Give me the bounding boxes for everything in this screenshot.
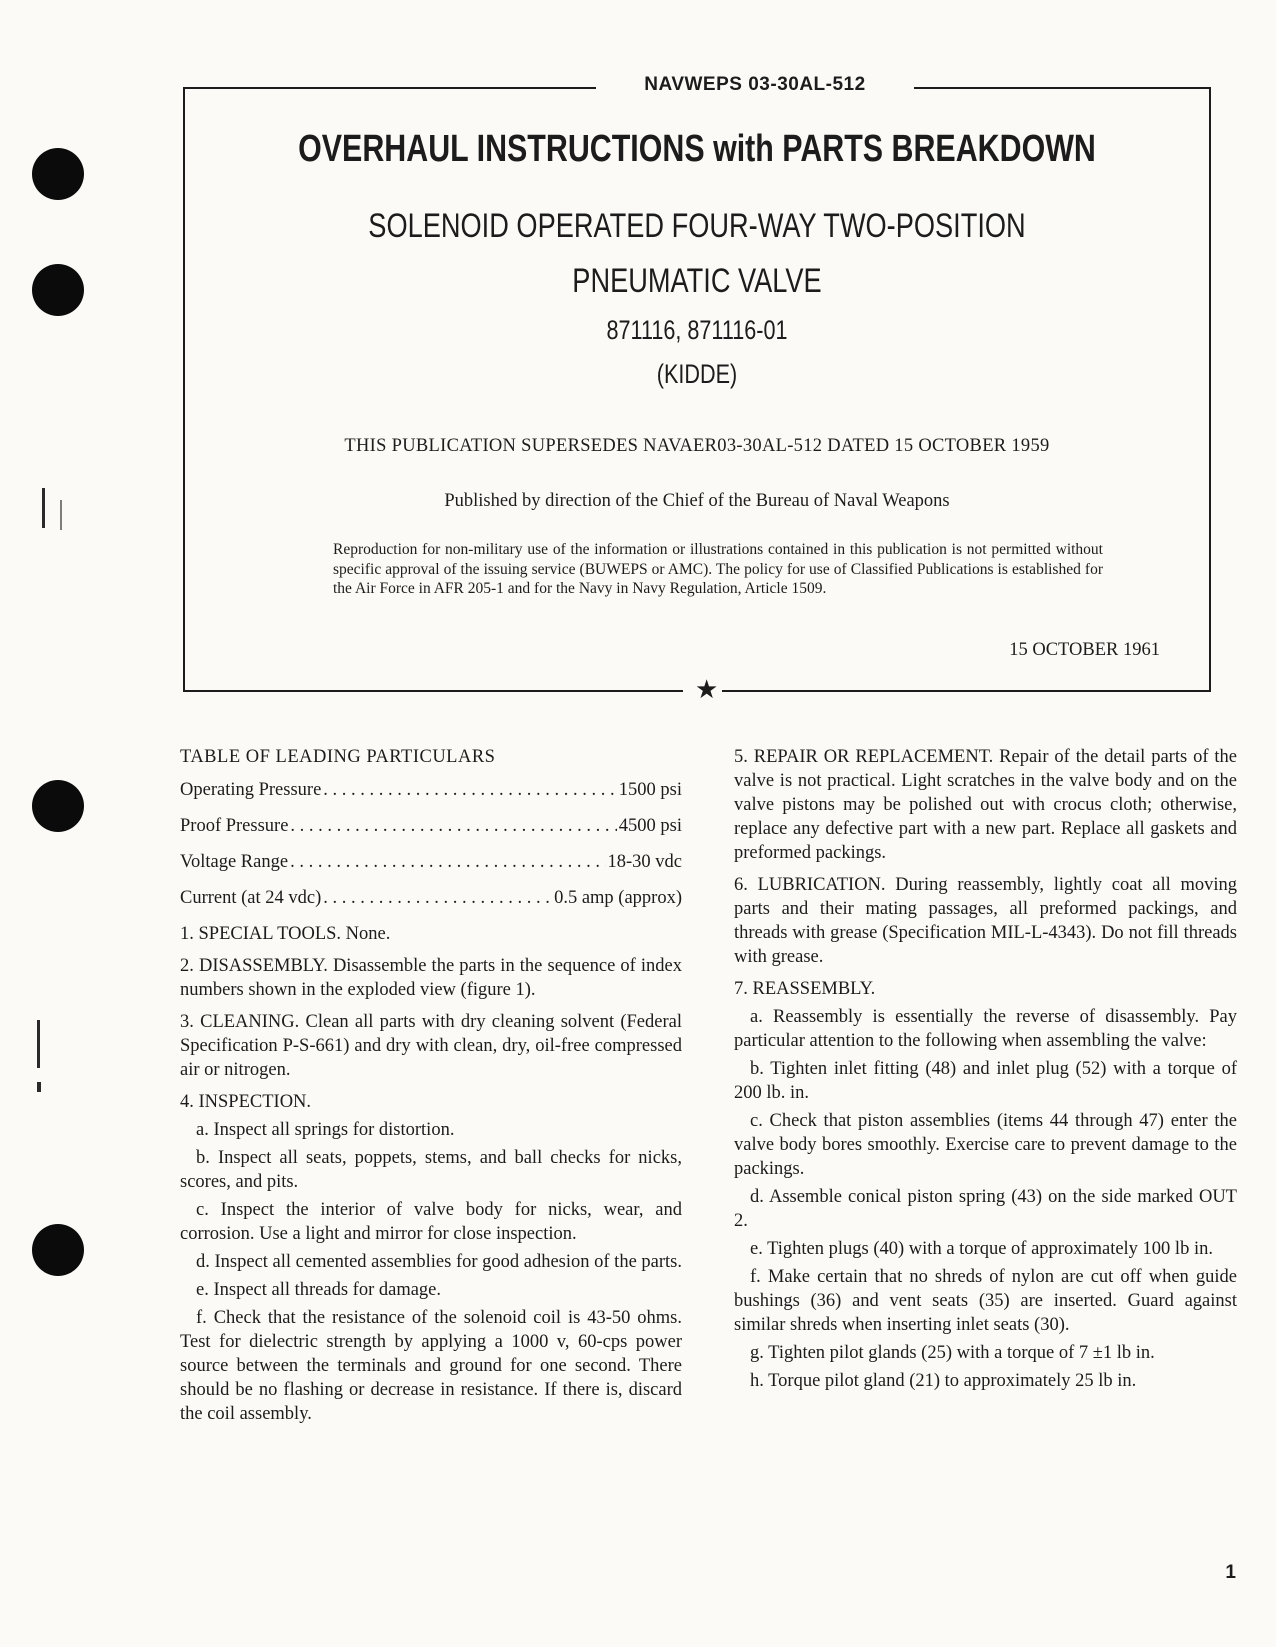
inspection-step-c: c. Inspect the interior of valve body for nicks, wear, and corrosion. Use a light and mirror for close inspection. [180, 1200, 682, 1244]
left-column [180, 745, 682, 1430]
section-cleaning: 3. CLEANING. Clean all parts with dry cleaning solvent (Federal Specification P-S-661) and dry with clean, dry, oil-free compressed air or nitrogen. [180, 1012, 682, 1080]
reassembly-step-d: d. Assemble conical piston spring (43) on the side marked OUT 2. [734, 1187, 1237, 1231]
particular-label: Current (at 24 vdc) [180, 888, 322, 908]
inspection-step-b: b. Inspect all seats, poppets, stems, and ball checks for nicks, scores, and pits. [180, 1148, 682, 1192]
margin-mark [37, 1082, 41, 1092]
reassembly-step-a: a. Reassembly is essentially the reverse of disassembly. Pay particular attention to the following when assembling the valve: [734, 1007, 1237, 1051]
inspection-step-a: a. Inspect all springs for distortion. [196, 1120, 455, 1140]
inspection-step-d: d. Inspect all cemented assemblies for good adhesion of the parts. [196, 1252, 682, 1272]
margin-mark [37, 1020, 40, 1068]
publication-date: 15 OCTOBER 1961 [1009, 640, 1160, 660]
particular-label: Operating Pressure [180, 780, 322, 800]
document-title: OVERHAUL INSTRUCTIONS with PARTS BREAKDOWN [298, 128, 1096, 170]
dot-leader [290, 814, 616, 838]
section-reassembly-heading: 7. REASSEMBLY. [734, 979, 876, 999]
section-lubrication: 6. LUBRICATION. During reassembly, lightly coat all moving parts and their mating passages, all preformed packings, and threads with grease (Specification MIL-L-4343). Do not fill threads with grease. [734, 875, 1237, 967]
particular-value: 0.5 amp (approx) [554, 888, 682, 908]
table-row [180, 850, 682, 886]
divider-right [722, 690, 1211, 692]
right-column [734, 745, 1237, 1397]
valve-title-line2: PNEUMATIC VALVE [572, 262, 822, 300]
section-special-tools: 1. SPECIAL TOOLS. None. [180, 924, 391, 944]
table-row [180, 886, 682, 922]
particular-value: 4500 psi [618, 816, 682, 836]
page-number: 1 [1225, 1562, 1236, 1583]
reassembly-step-g: g. Tighten pilot glands (25) with a torque of 7 ±1 lb in. [750, 1343, 1155, 1363]
published-by: Published by direction of the Chief of the Bureau of Naval Weapons [444, 491, 950, 511]
particular-value: 18-30 vdc [607, 852, 682, 872]
dot-leader [323, 886, 552, 910]
punch-hole-middle [32, 780, 84, 832]
reassembly-step-e: e. Tighten plugs (40) with a torque of approximately 100 lb in. [750, 1239, 1213, 1259]
inspection-step-f: f. Check that the resistance of the solenoid coil is 43-50 ohms. Test for dielectric strength by applying a 1000 v, 60-cps power source between the terminals and ground for one second. There should be no flashing or decrease in resistance. If there is, discard the coil assembly. [180, 1308, 682, 1424]
particular-label: Proof Pressure [180, 816, 289, 836]
part-numbers: 871116, 871116-01 [606, 315, 788, 345]
star-icon: ★ [695, 675, 719, 705]
dot-leader [290, 850, 605, 874]
table-row [180, 814, 682, 850]
leading-particulars-table [180, 778, 682, 922]
publication-number: NAVWEPS 03-30AL-512 [596, 74, 914, 96]
punch-hole-top [32, 148, 84, 200]
reassembly-step-c: c. Check that piston assemblies (items 44 through 47) enter the valve body bores smoothly. Exercise care to prevent damage to the packings. [734, 1111, 1237, 1179]
section-disassembly: 2. DISASSEMBLY. Disassemble the parts in the sequence of index numbers shown in the exploded view (figure 1). [180, 956, 682, 1000]
valve-title-line1: SOLENOID OPERATED FOUR-WAY TWO-POSITION [368, 207, 1026, 245]
particular-label: Voltage Range [180, 852, 289, 872]
reassembly-step-b: b. Tighten inlet fitting (48) and inlet plug (52) with a torque of 200 lb. in. [734, 1059, 1237, 1103]
punch-hole-upper [32, 264, 84, 316]
table-row [180, 778, 682, 814]
section-repair: 5. REPAIR OR REPLACEMENT. Repair of the detail parts of the valve is not practical. Light scratches in the valve body and on the valve pistons may be polished out with crocus cloth; otherwise, replace any defective part with a new part. Replace all gaskets and preformed packings. [734, 747, 1237, 863]
dot-leader [323, 778, 617, 802]
divider-left [183, 690, 683, 692]
inspection-step-e: e. Inspect all threads for damage. [196, 1280, 442, 1300]
reproduction-notice: Reproduction for non-military use of the information or illustrations contained in this publication is not permitted without specific approval of the issuing service (BUWEPS or AMC). The policy for use of Classified Publications is established for the Air Force in AFR 205-1 and for the Navy in Navy Regulation, Article 1509. [333, 541, 1103, 597]
leading-particulars-title: TABLE OF LEADING PARTICULARS [180, 747, 496, 767]
reassembly-step-h: h. Torque pilot gland (21) to approximately 25 lb in. [750, 1371, 1137, 1391]
punch-hole-bottom [32, 1224, 84, 1276]
margin-mark [42, 488, 45, 528]
reassembly-step-f: f. Make certain that no shreds of nylon are cut off when guide bushings (36) and vent seats (35) are inserted. Guard against similar shreds when inserting inlet seats (30). [734, 1267, 1237, 1335]
section-inspection-heading: 4. INSPECTION. [180, 1092, 312, 1112]
particular-value: 1500 psi [618, 780, 682, 800]
supersedes-notice: THIS PUBLICATION SUPERSEDES NAVAER03-30AL-512 DATED 15 OCTOBER 1959 [344, 436, 1050, 456]
margin-mark [60, 500, 62, 530]
manufacturer: (KIDDE) [656, 359, 738, 389]
